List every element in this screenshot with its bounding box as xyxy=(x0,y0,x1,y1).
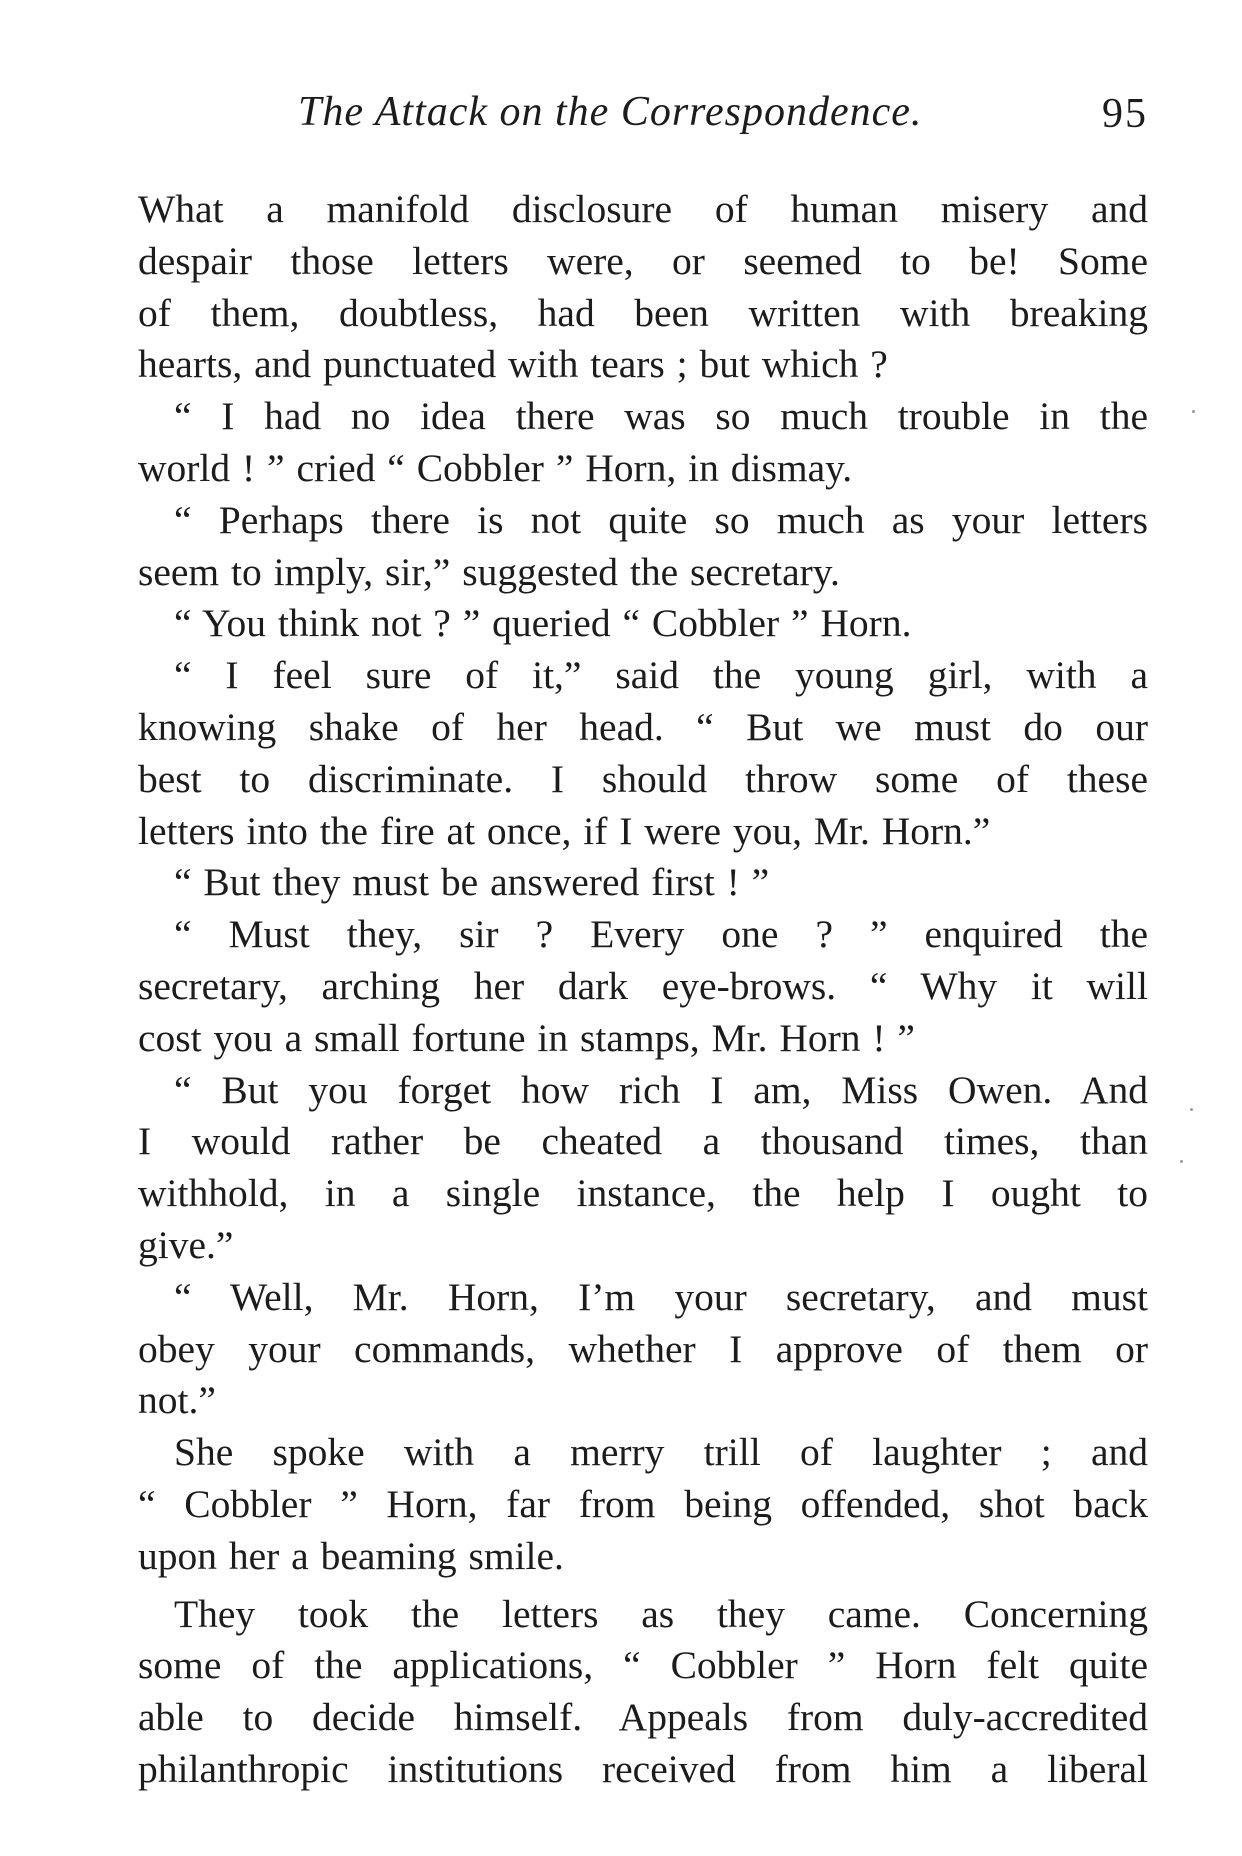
text-line: able to decide himself. Appeals from duly-accredited xyxy=(138,1695,1148,1740)
text-line: “ I feel sure of it,” said the young girl, with a xyxy=(174,653,1148,698)
body-text xyxy=(138,184,1148,1824)
page-header xyxy=(138,88,1148,148)
page-number: 95 xyxy=(1102,91,1148,137)
paper-speck xyxy=(1180,1160,1183,1163)
text-line: seem to imply, sir,” suggested the secretary. xyxy=(138,549,840,594)
text-line: secretary, arching her dark eye-brows. “ Why it will xyxy=(138,963,1148,1008)
text-line: upon her a beaming smile. xyxy=(138,1533,564,1578)
text-line: “ I had no idea there was so much trouble in the xyxy=(174,394,1148,439)
text-line: not.” xyxy=(138,1378,216,1423)
text-line: I would rather be cheated a thousand times, than xyxy=(138,1119,1148,1164)
text-line: some of the applications, “ Cobbler ” Horn felt quite xyxy=(138,1643,1148,1688)
text-line: world ! ” cried “ Cobbler ” Horn, in dismay. xyxy=(138,445,853,490)
text-line: hearts, and punctuated with tears ; but which ? xyxy=(138,342,888,387)
text-line: of them, doubtless, had been written with breaking xyxy=(138,290,1148,335)
text-line: “ But you forget how rich I am, Miss Owen. And xyxy=(174,1067,1148,1112)
paper-speck xyxy=(1190,1108,1193,1111)
paper-speck xyxy=(1192,410,1195,413)
text-line: despair those letters were, or seemed to be! Some xyxy=(138,238,1148,283)
running-title: The Attack on the Correspondence. xyxy=(298,89,923,135)
text-line: “ Perhaps there is not quite so much as your letters xyxy=(174,497,1148,542)
text-line: best to discriminate. I should throw some of these xyxy=(138,756,1148,801)
text-line: letters into the fire at once, if I were you, Mr. Horn.” xyxy=(138,808,991,853)
text-line: They took the letters as they came. Concerning xyxy=(174,1591,1148,1636)
text-line: “ Must they, sir ? Every one ? ” enquired the xyxy=(174,912,1148,957)
text-line: What a manifold disclosure of human misery and xyxy=(138,187,1148,231)
text-line: philanthropic institutions received from him a liberal xyxy=(138,1746,1148,1791)
text-line: “ Well, Mr. Horn, I’m your secretary, and must xyxy=(174,1274,1148,1319)
text-line: knowing shake of her head. “ But we must do our xyxy=(138,704,1148,749)
text-line: She spoke with a merry trill of laughter ; and xyxy=(174,1430,1148,1475)
text-line: “ Cobbler ” Horn, far from being offended, shot back xyxy=(138,1481,1148,1526)
text-line: withhold, in a single instance, the help I ought to xyxy=(138,1171,1148,1216)
text-line: cost you a small fortune in stamps, Mr. Horn ! ” xyxy=(138,1015,915,1060)
text-line: obey your commands, whether I approve of them or xyxy=(138,1326,1148,1371)
text-line: “ But they must be answered first ! ” xyxy=(174,860,770,905)
text-line: “ You think not ? ” queried “ Cobbler ” Horn. xyxy=(174,601,912,646)
text-line: give.” xyxy=(138,1222,234,1267)
